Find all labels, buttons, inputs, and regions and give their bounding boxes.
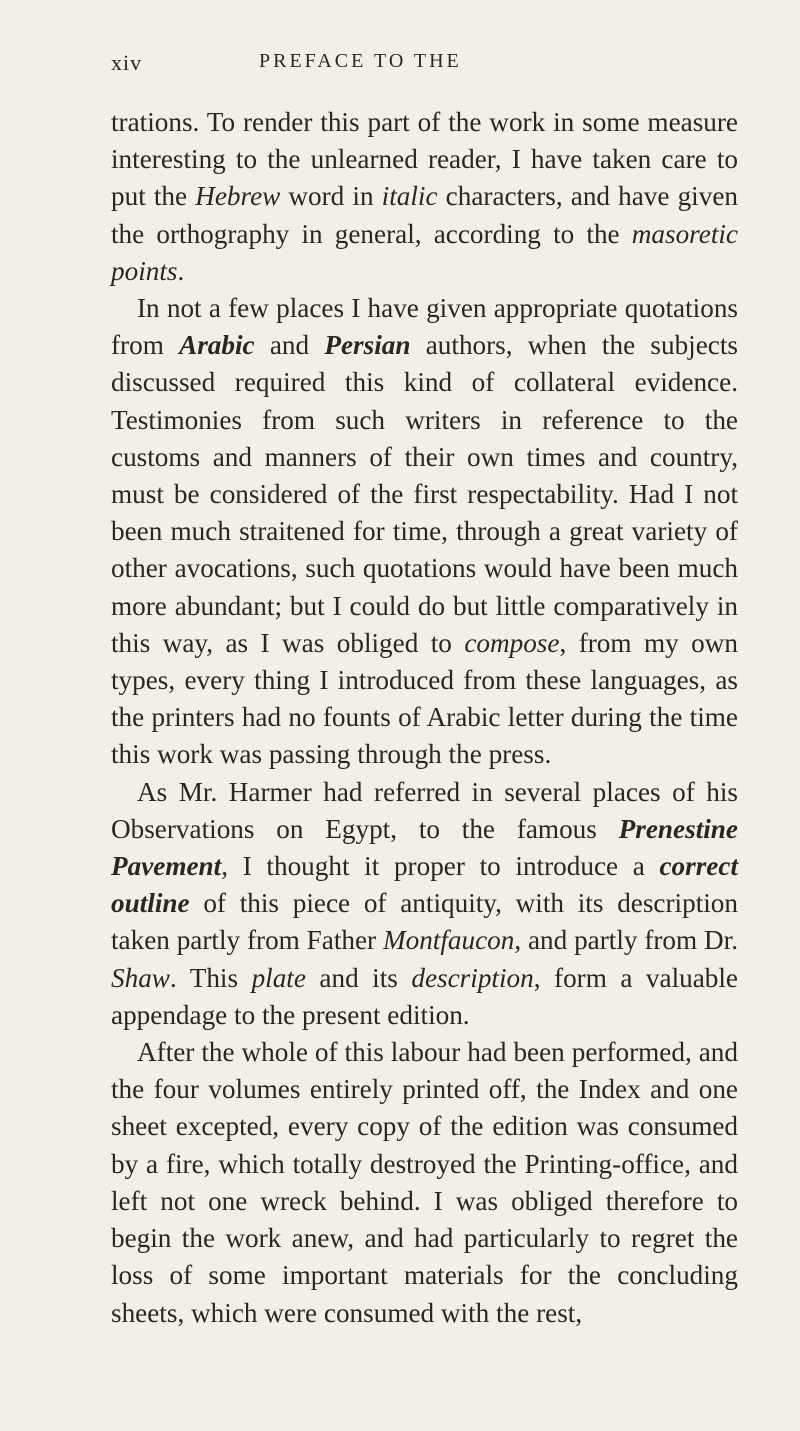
italic-text: masoretic points: [111, 218, 738, 286]
italic-text: Hebrew: [195, 181, 281, 212]
italic-text: Shaw: [111, 962, 170, 993]
paragraph: [111, 104, 738, 290]
text-run: trations. To render this part of the work in some measure interesting to the unlearned reader, I have taken care to put the: [111, 107, 738, 212]
bold-italic-text: Arabic: [179, 330, 255, 361]
paragraph: [111, 774, 738, 1034]
bold-italic-text: correct outline: [111, 851, 738, 919]
paragraph: [111, 290, 738, 774]
bold-italic-text: Persian: [324, 330, 411, 361]
text-run: After the whole of this labour had been performed, and the four volumes entirely printed off, the Index and one sheet excepted, every copy of the edition was consumed by a fire, which totally destroyed the Printing-office, and left not one wreck behind. I was obliged therefore to begin the work anew, and had particularly to regret the loss of some important materials for the concluding sheets, which were consumed with the rest,: [111, 1037, 738, 1328]
body-text: [111, 104, 738, 1332]
text-run: , and partly from Dr.: [514, 925, 738, 956]
paragraph: [111, 1034, 738, 1332]
text-run: word in: [280, 181, 382, 212]
page-header: [111, 50, 738, 90]
text-run: As Mr. Harmer had referred in several places of his Observations on Egypt, to the famous: [111, 776, 738, 844]
text-run: , form a valuable appendage to the present edition.: [111, 962, 739, 1030]
italic-text: description: [411, 962, 534, 993]
text-run: and its: [305, 962, 412, 993]
page-number: xiv: [111, 50, 143, 75]
text-run: of this piece of antiquity, with its description taken partly from Father: [111, 888, 738, 956]
italic-text: plate: [251, 962, 306, 993]
text-run: , from my own types, every thing I introduced from these languages, as the printers had no founts of Arabic letter during the time this work was passing through the press.: [111, 627, 738, 770]
italic-text: compose: [464, 627, 560, 658]
text-run: characters, and have given the orthography in general, according to the: [111, 181, 738, 249]
text-run: , I thought it proper to introduce a: [221, 851, 660, 882]
running-title: PREFACE TO THE: [259, 50, 462, 72]
text-run: .: [177, 255, 185, 286]
text-run: authors, when the subjects discussed required this kind of collateral evidence. Testimonies from such writers in reference to the customs and manners of their own times and country, must be considered of the first respectability. Had I not been much straitened for time, through a great variety of other avocations, such quotations would have been much more abundant; but I could do but little comparatively in this way, as I was obliged to: [111, 330, 738, 658]
bold-italic-text: Prenestine Pavement: [111, 813, 738, 882]
text-run: and: [254, 330, 325, 361]
italic-text: italic: [381, 181, 438, 212]
italic-text: Montfaucon: [382, 925, 515, 956]
text-run: In not a few places I have given appropriate quotations from: [111, 293, 738, 361]
text-run: . This: [169, 962, 252, 993]
